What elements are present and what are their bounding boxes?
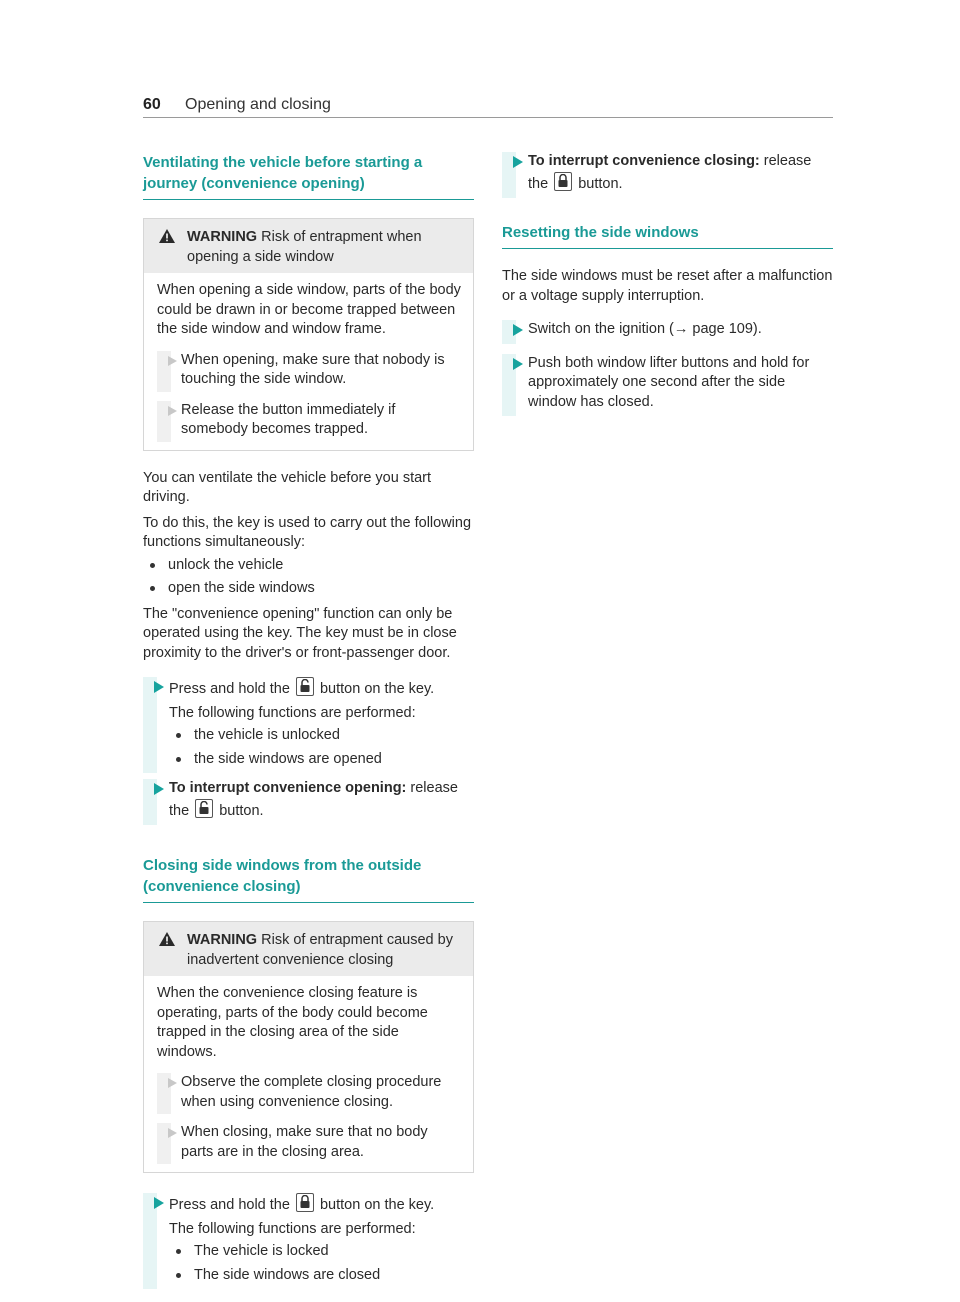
- page-header: [143, 94, 833, 118]
- step-text: release the: [528, 153, 812, 192]
- step-arrow-icon: [154, 1197, 164, 1209]
- warning-box-entrapment-closing: [143, 921, 474, 1173]
- header-rule: [143, 117, 833, 118]
- bullet-icon: [176, 1273, 181, 1278]
- step-text: button.: [578, 175, 623, 192]
- step-arrow-icon: [513, 358, 523, 370]
- warning-step: [157, 351, 461, 390]
- bullet-icon: [150, 586, 155, 591]
- warning-step-text: Observe the complete closing procedure when using convenience closing.: [181, 1074, 442, 1110]
- step-text: Switch on the ignition (→ page 109).: [528, 321, 762, 337]
- warning-body: [144, 273, 473, 450]
- bullet-item: [169, 750, 474, 770]
- bullet-item: [143, 556, 474, 576]
- warning-step-text: Release the button immediately if somebody becomes trapped.: [181, 401, 396, 437]
- warning-step: [157, 401, 461, 440]
- warning-triangle-icon: [158, 228, 176, 250]
- step-text: Press and hold the: [169, 681, 290, 697]
- page-number: 60: [143, 96, 161, 113]
- step-text: Press and hold the: [169, 1197, 290, 1213]
- warning-step: [157, 1073, 461, 1112]
- step-arrow-icon: [168, 356, 177, 366]
- instruction-step: [502, 354, 833, 413]
- section-heading-convenience-opening: Ventilating the vehicle before starting a journey (convenience opening): [143, 152, 474, 200]
- section-heading-convenience-closing: Closing side windows from the outside (convenience closing): [143, 855, 474, 903]
- warning-step-text: When closing, make sure that no body parts are in the closing area.: [181, 1124, 428, 1160]
- warning-step: [157, 1123, 461, 1162]
- warning-triangle-icon: [158, 931, 176, 953]
- paragraph: To do this, the key is used to carry out the following functions simultaneously:: [143, 514, 472, 550]
- bullet-text: The vehicle is locked: [194, 1243, 329, 1259]
- lock-icon: [296, 1193, 314, 1212]
- step-result-text: The following functions are performed:: [169, 704, 416, 721]
- bullet-icon: [176, 757, 181, 762]
- bullet-item: [169, 1266, 474, 1286]
- instruction-step: [143, 779, 474, 821]
- step-text: button on the key.: [319, 1197, 435, 1213]
- lock-icon: [554, 172, 572, 191]
- step-result-text: The following functions are performed:: [169, 1220, 416, 1237]
- bullet-item: [143, 579, 474, 599]
- bullet-text: the vehicle is unlocked: [194, 727, 340, 743]
- instruction-step: [143, 1193, 474, 1285]
- step-arrow-icon: [168, 406, 177, 416]
- warning-text: When the convenience closing feature is operating, parts of the body could become trapped in the closing area of the side windows.: [157, 985, 428, 1060]
- right-column: [502, 152, 833, 422]
- step-arrow-icon: [154, 783, 164, 795]
- warning-body: [144, 976, 473, 1172]
- warning-header: [144, 922, 473, 976]
- bullet-text: unlock the vehicle: [168, 556, 284, 573]
- left-column: [143, 152, 474, 1295]
- step-arrow-icon: [513, 156, 523, 168]
- page-title: Opening and closing: [185, 96, 331, 113]
- bullet-item: [169, 1242, 474, 1262]
- warning-title: Risk of entrapment when opening a side window: [187, 229, 422, 265]
- step-bold-text: To interrupt convenience opening:: [169, 780, 407, 796]
- bullet-icon: [176, 1249, 181, 1254]
- section-heading-resetting-windows: Resetting the side windows: [502, 222, 833, 249]
- warning-header: [144, 219, 473, 273]
- warning-step-text: When opening, make sure that nobody is touching the side window.: [181, 351, 445, 387]
- step-text: button.: [219, 802, 264, 819]
- instruction-step: [502, 320, 833, 340]
- instruction-step: [502, 152, 833, 194]
- paragraph: The "convenience opening" function can only be operated using the key. The key must be in close proximity to the driver's or front-passenger door.: [143, 605, 457, 661]
- warning-title: Risk of entrapment caused by inadvertent convenience closing: [187, 932, 453, 968]
- step-arrow-icon: [168, 1078, 177, 1088]
- step-arrow-icon: [154, 681, 164, 693]
- step-text: button on the key.: [319, 681, 435, 697]
- step-arrow-icon: [168, 1128, 177, 1138]
- bullet-icon: [176, 733, 181, 738]
- step-bold-text: To interrupt convenience closing:: [528, 153, 760, 169]
- warning-text: When opening a side window, parts of the body could be drawn in or become trapped between the side window and window frame.: [157, 282, 461, 337]
- step-text: release the: [169, 780, 458, 819]
- paragraph: The side windows must be reset after a malfunction or a voltage supply interruption.: [502, 268, 833, 304]
- warning-box-entrapment-opening: [143, 218, 474, 451]
- bullet-icon: [150, 563, 155, 568]
- unlock-icon: [195, 799, 213, 818]
- paragraph: You can ventilate the vehicle before you start driving.: [143, 469, 432, 505]
- step-text: Push both window lifter buttons and hold for approximately one second after the side window has closed.: [528, 354, 810, 410]
- bullet-item: [169, 726, 474, 746]
- bullet-text: open the side windows: [168, 580, 315, 596]
- step-arrow-icon: [513, 324, 523, 336]
- bullet-text: the side windows are opened: [194, 750, 382, 767]
- instruction-step: [143, 677, 474, 769]
- bullet-text: The side windows are closed: [194, 1266, 381, 1283]
- warning-label: WARNING: [187, 932, 258, 948]
- unlock-icon: [296, 677, 314, 696]
- warning-label: WARNING: [187, 229, 258, 245]
